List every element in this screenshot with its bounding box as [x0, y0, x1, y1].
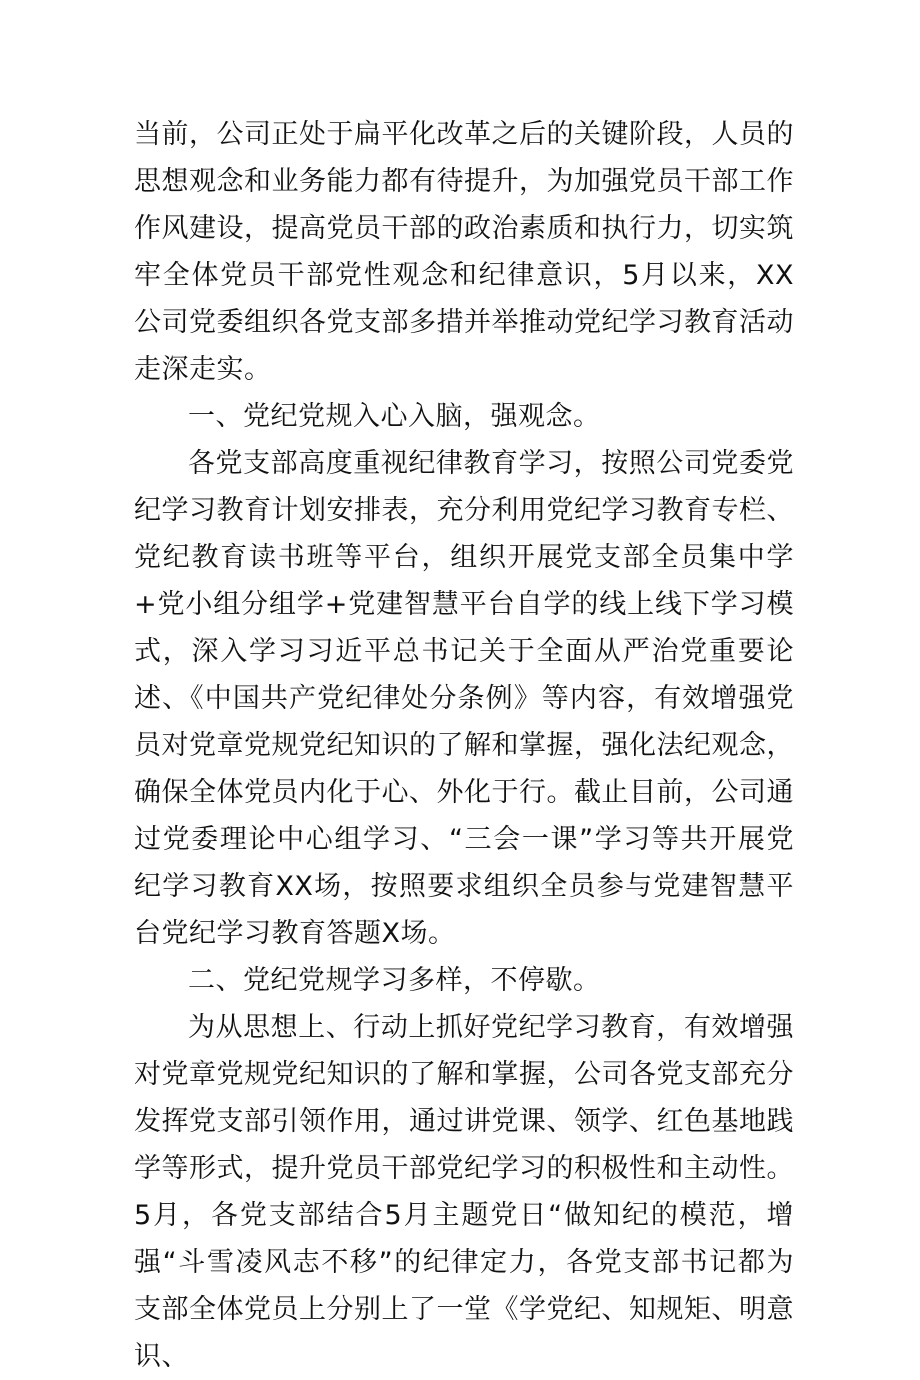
section-heading-1: 一、党纪党规入心入脑，强观念。	[188, 401, 601, 432]
intro-paragraph: 当前，公司正处于扁平化改革之后的关键阶段，人员的思想观念和业务能力都有待提升，为加强党员干部工作作风建设，提高党员干部的政治素质和执行力，切实筑牢全体党员干部党性观念和纪律意识，5月以来，XX公司党委组织各党支部多措并举推动党纪学习教育活动走深走实。	[134, 119, 794, 385]
section-2-paragraph: 为从思想上、行动上抓好党纪学习教育，有效增强对党章党规党纪知识的了解和掌握，公司各党支部充分发挥党支部引领作用，通过讲党课、领学、红色基地践学等形式，提升党员干部党纪学习的积极性和主动性。5月，各党支部结合5月主题党日“做知纪的模范，增强“斗雪凌风志不移”的纪律定力，各党支部书记都为支部全体党员上分别上了一堂《学党纪、知规矩、明意识、	[134, 1012, 794, 1372]
document-body	[134, 111, 794, 1380]
section-1-paragraph: 各党支部高度重视纪律教育学习，按照公司党委党纪学习教育计划安排表，充分利用党纪学习教育专栏、党纪教育读书班等平台，组织开展党支部全员集中学+党小组分组学+党建智慧平台自学的线上线下学习模式，深入学习习近平总书记关于全面从严治党重要论述、《中国共产党纪律处分条例》等内容，有效增强党员对党章党规党纪知识的了解和掌握，强化法纪观念，确保全体党员内化于心、外化于行。截止目前，公司通过党委理论中心组学习、“三会一课”学习等共开展党纪学习教育XX场，按照要求组织全员参与党建智慧平台党纪学习教育答题X场。	[134, 448, 794, 949]
section-heading-2: 二、党纪党规学习多样，不停歇。	[188, 965, 601, 996]
